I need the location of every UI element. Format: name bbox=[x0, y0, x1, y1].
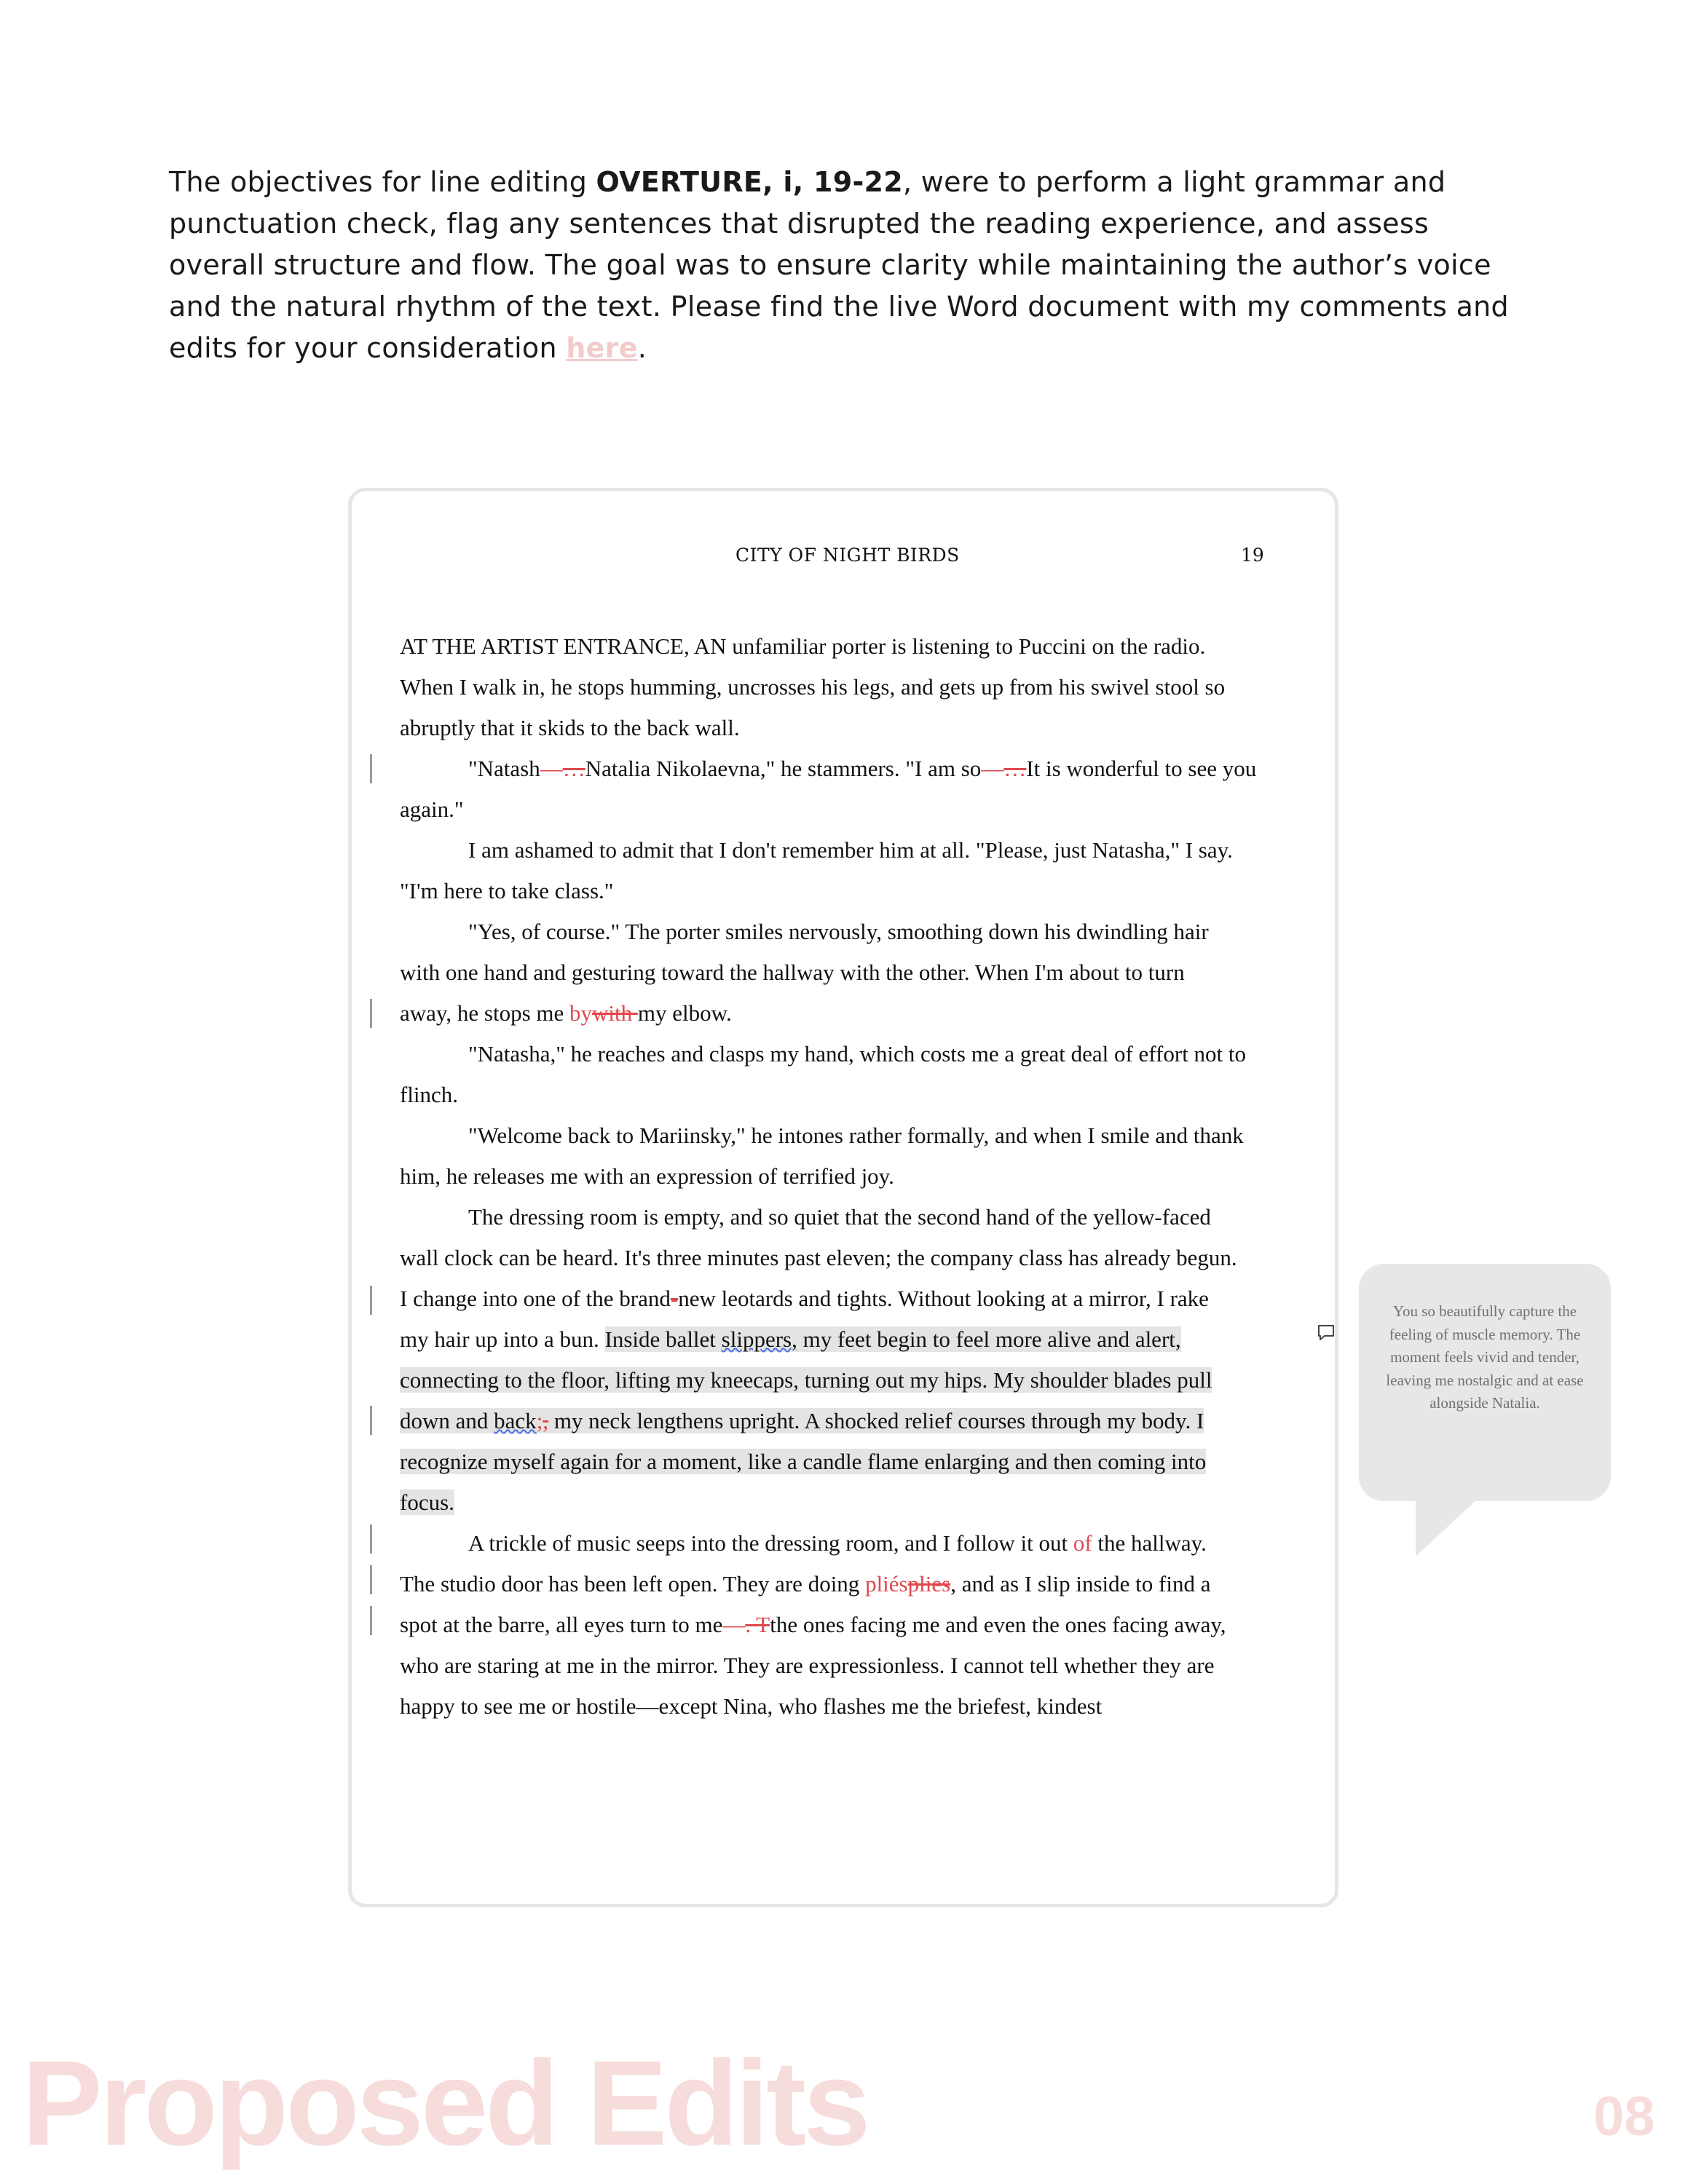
document-link[interactable]: here bbox=[566, 332, 638, 364]
commented-text[interactable]: focus. bbox=[400, 1489, 454, 1515]
change-bar bbox=[370, 999, 372, 1028]
insertion[interactable]: — bbox=[722, 1612, 746, 1637]
text: Inside ballet bbox=[604, 1326, 722, 1352]
change-bar bbox=[370, 1286, 372, 1315]
manuscript-line: with one hand and gesturing toward the hallway with the other. When I'm about to turn bbox=[400, 960, 1185, 985]
change-bar bbox=[370, 754, 372, 783]
deletion[interactable]: - bbox=[670, 1286, 679, 1311]
text: A trickle of music seeps into the dressing room, and I follow it out bbox=[468, 1530, 1068, 1556]
deletion[interactable]: plies bbox=[907, 1571, 951, 1597]
insertion[interactable]: ; bbox=[536, 1408, 543, 1433]
deletion[interactable]: … bbox=[562, 756, 585, 781]
change-bar bbox=[370, 1406, 372, 1435]
text: I change into one of the brand bbox=[400, 1286, 671, 1311]
intro-title: OVERTURE, i, 19-22 bbox=[596, 166, 904, 198]
manuscript-line bbox=[400, 1278, 1209, 1319]
text: Natalia Nikolaevna," he stammers. "I am so bbox=[585, 756, 982, 781]
insertion[interactable]: pliés bbox=[865, 1571, 908, 1597]
comment-icon[interactable] bbox=[1317, 1324, 1336, 1342]
commented-text[interactable]: recognize myself again for a moment, like a candle flame enlarging and then coming into bbox=[400, 1449, 1207, 1474]
change-bar bbox=[370, 1524, 372, 1554]
manuscript-line: again." bbox=[400, 796, 464, 822]
manuscript-line: who are staring at me in the mirror. They are expressionless. I cannot tell whether they are bbox=[400, 1653, 1215, 1678]
manuscript-line bbox=[468, 748, 1256, 789]
intro-text-end: . bbox=[637, 332, 647, 364]
text: down and bbox=[400, 1408, 494, 1433]
comment-text: You so beautifully capture the feeling of muscle memory. The moment feels vivid and tender, leaving me nostalgic and at ease alongside Natalia. bbox=[1386, 1302, 1584, 1412]
text: "Natash bbox=[468, 756, 540, 781]
manuscript-line bbox=[400, 1564, 1211, 1605]
change-bar bbox=[370, 1606, 372, 1635]
manuscript-line bbox=[400, 1319, 1181, 1360]
commented-text[interactable] bbox=[400, 1408, 1204, 1433]
manuscript-line: I am ashamed to admit that I don't remember him at all. "Please, just Natasha," I say. bbox=[468, 837, 1233, 863]
commented-text[interactable]: connecting to the floor, lifting my kneecaps, turning out my hips. My shoulder blades pull bbox=[400, 1367, 1212, 1393]
insertion[interactable]: — bbox=[540, 756, 563, 781]
deletion[interactable]: with bbox=[592, 1000, 638, 1026]
grammar-flag[interactable]: back bbox=[494, 1408, 537, 1433]
text: my neck lengthens upright. A shocked relief courses through my body. I bbox=[548, 1408, 1204, 1433]
deletion[interactable]: … bbox=[1003, 756, 1027, 781]
comment-bubble-tail bbox=[1416, 1498, 1478, 1556]
manuscript-line: The dressing room is empty, and so quiet that the second hand of the yellow-faced bbox=[468, 1204, 1211, 1230]
text: my elbow. bbox=[637, 1000, 732, 1026]
intro-text-body: , were to perform a light grammar and punctuation check, flag any sentences that disrupted the reading experience, and assess overall structure and flow. The goal was to ensure clarity while maintaining the author’s voice and the natural rhythm of the text. Please find the live Word document with my comments and edits for your consideration bbox=[169, 166, 1509, 364]
text: away, he stops me bbox=[400, 1000, 570, 1026]
deletion[interactable]: , bbox=[543, 1408, 549, 1433]
manuscript-line: abruptly that it skids to the back wall. bbox=[400, 715, 740, 740]
page-number: 08 bbox=[1593, 2086, 1655, 2148]
intro-paragraph bbox=[169, 162, 1523, 369]
text: The studio door has been left open. They are doing bbox=[400, 1571, 866, 1597]
text: my hair up into a bun. bbox=[400, 1326, 605, 1352]
manuscript-line: "Natasha," he reaches and clasps my hand, which costs me a great deal of effort not to bbox=[468, 1041, 1247, 1067]
text: the ones facing me and even the ones facing away, bbox=[770, 1612, 1226, 1637]
manuscript-line: "I'm here to take class." bbox=[400, 878, 614, 903]
manuscript-line: When I walk in, he stops humming, uncrosses his legs, and gets up from his swivel stool so bbox=[400, 674, 1226, 700]
manuscript-line: "Yes, of course." The porter smiles nervously, smoothing down his dwindling hair bbox=[468, 919, 1209, 944]
text: my feet begin to feel more alive and alert, bbox=[797, 1326, 1181, 1352]
text: new leotards and tights. Without looking at a mirror, I rake bbox=[678, 1286, 1209, 1311]
document-page-number: 19 bbox=[1241, 545, 1264, 566]
manuscript-line bbox=[468, 1523, 1207, 1564]
manuscript-line bbox=[400, 1605, 1226, 1645]
manuscript-line: wall clock can be heard. It's three minutes past eleven; the company class has already begun. bbox=[400, 1245, 1237, 1270]
manuscript-line: AT THE ARTIST ENTRANCE, AN unfamiliar porter is listening to Puccini on the radio. bbox=[400, 633, 1206, 659]
manuscript-line bbox=[400, 993, 732, 1034]
insertion[interactable]: — bbox=[981, 756, 1004, 781]
deletion[interactable]: . T bbox=[745, 1612, 770, 1637]
text: , and as I slip inside to find a bbox=[950, 1571, 1211, 1597]
manuscript-line bbox=[400, 1401, 1204, 1441]
change-bar bbox=[370, 1565, 372, 1594]
text: the hallway. bbox=[1092, 1530, 1207, 1556]
insertion[interactable]: by bbox=[569, 1000, 593, 1026]
manuscript-line: "Welcome back to Mariinsky," he intones rather formally, and when I smile and thank bbox=[468, 1123, 1244, 1148]
grammar-flag[interactable]: slippers, bbox=[721, 1326, 797, 1352]
section-title: Proposed Edits bbox=[22, 2036, 868, 2171]
text: It is wonderful to see you bbox=[1026, 756, 1257, 781]
manuscript-line: flinch. bbox=[400, 1082, 459, 1107]
commented-text[interactable] bbox=[605, 1326, 1181, 1352]
manuscript-line bbox=[400, 1441, 1206, 1482]
intro-text-start: The objectives for line editing bbox=[169, 166, 596, 198]
text: spot at the barre, all eyes turn to me bbox=[400, 1612, 723, 1637]
manuscript-line bbox=[400, 1360, 1212, 1401]
running-head: CITY OF NIGHT BIRDS bbox=[735, 545, 960, 566]
manuscript-line bbox=[400, 1482, 454, 1523]
insertion[interactable]: of bbox=[1068, 1530, 1092, 1556]
manuscript-line: happy to see me or hostile—except Nina, who flashes me the briefest, kindest bbox=[400, 1693, 1103, 1719]
manuscript-line: him, he releases me with an expression of terrified joy. bbox=[400, 1163, 894, 1189]
